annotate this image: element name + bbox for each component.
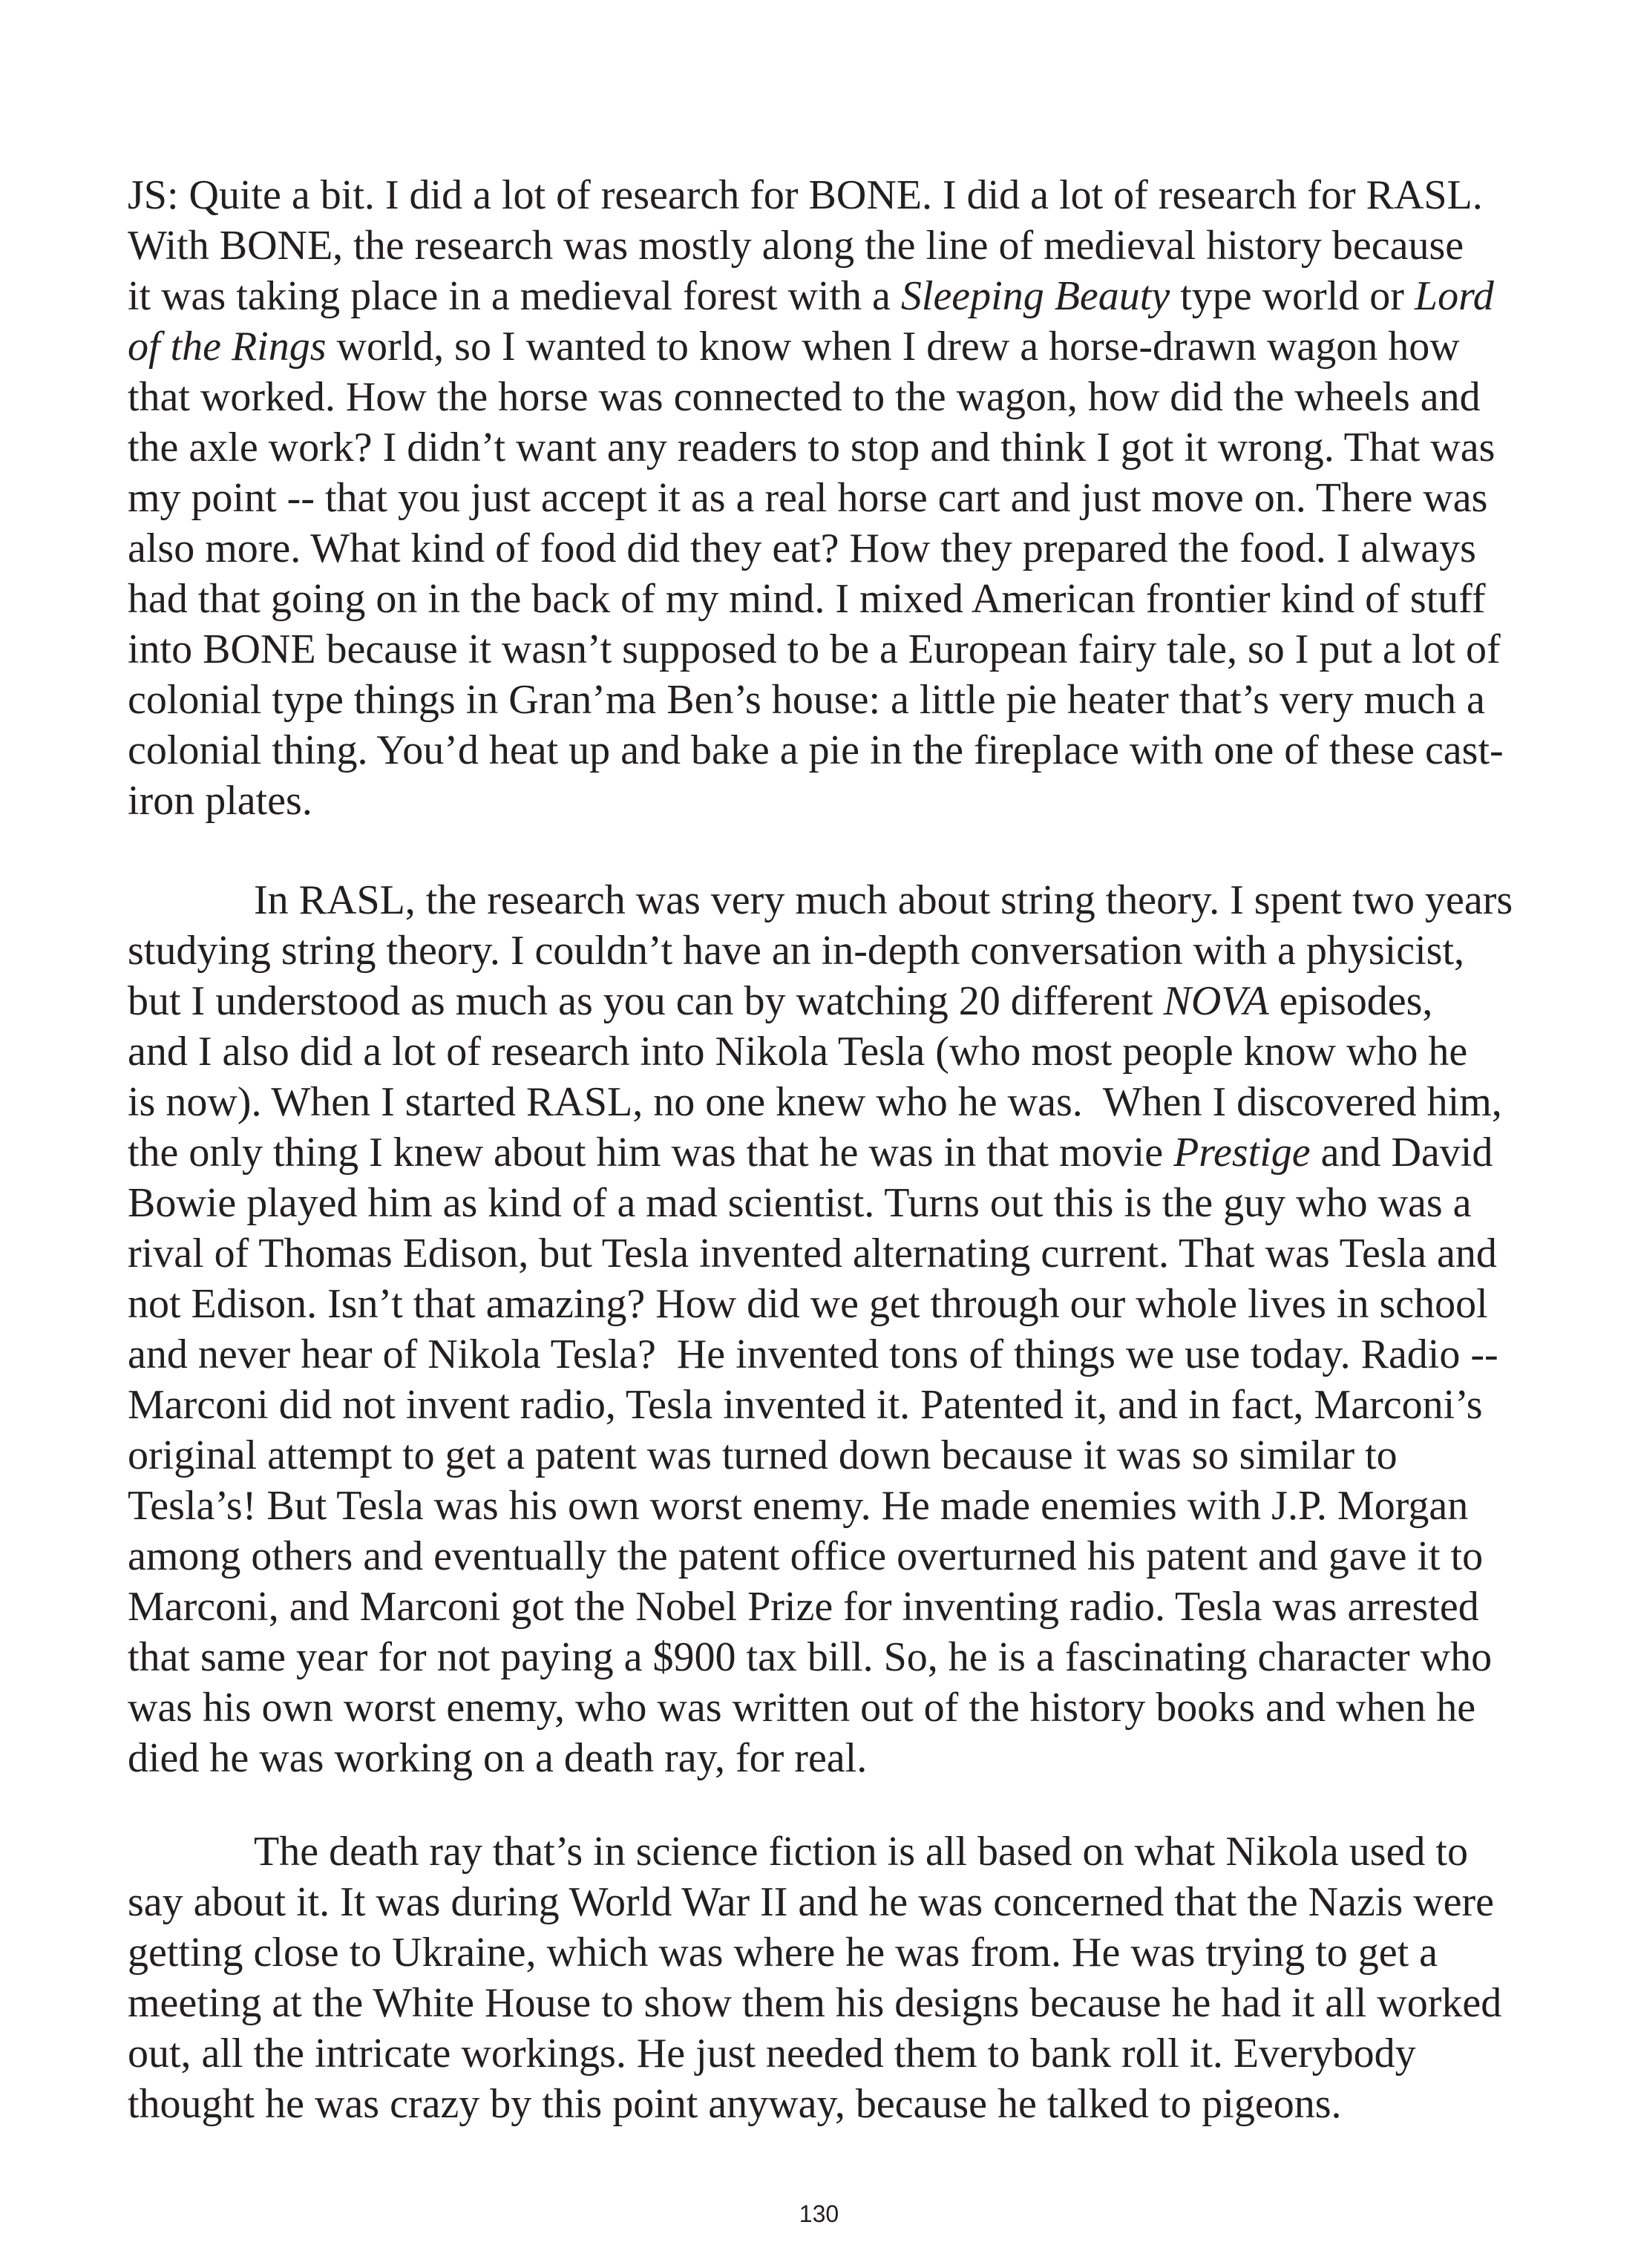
text-line bbox=[128, 1430, 1538, 1481]
text-line bbox=[128, 776, 1538, 826]
text-line bbox=[128, 1178, 1538, 1228]
italic-title: Lord bbox=[1414, 273, 1494, 319]
text-line bbox=[128, 523, 1538, 574]
text-run: it was taking place in a medieval forest with a bbox=[128, 273, 901, 319]
text-run: is now). When I started RASL, no one knew who he was. When I discovered him, bbox=[128, 1079, 1502, 1125]
text-line bbox=[128, 725, 1538, 776]
text-line bbox=[128, 1733, 1538, 1783]
paragraph-2 bbox=[128, 875, 1538, 1783]
text-line bbox=[128, 220, 1538, 271]
text-run: into BONE because it wasn’t supposed to be a European fairy tale, so I put a lot of bbox=[128, 626, 1501, 672]
italic-title: Prestige bbox=[1173, 1130, 1311, 1176]
text-run: colonial type things in Gran’ma Ben’s house: a little pie heater that’s very much a bbox=[128, 677, 1485, 723]
text-run: and David bbox=[1310, 1130, 1493, 1176]
text-run: rival of Thomas Edison, but Tesla invented alternating current. That was Tesla and bbox=[128, 1230, 1497, 1276]
text-run: original attempt to get a patent was turned down because it was so similar to bbox=[128, 1432, 1398, 1478]
text-run: out, all the intricate workings. He just needed them to bank roll it. Everybody bbox=[128, 2031, 1416, 2077]
text-line bbox=[128, 976, 1538, 1026]
text-line bbox=[128, 1531, 1538, 1582]
text-run: the axle work? I didn’t want any readers to stop and think I got it wrong. That was bbox=[128, 425, 1496, 471]
text-line bbox=[128, 1682, 1538, 1733]
italic-title: of the Rings bbox=[128, 324, 327, 370]
text-run: In RASL, the research was very much about string theory. I spent two years bbox=[254, 877, 1513, 923]
text-run: was his own worst enemy, who was written out of the history books and when he bbox=[128, 1685, 1476, 1731]
text-run: world, so I wanted to know when I drew a horse-drawn wagon how bbox=[326, 324, 1460, 370]
text-line bbox=[128, 1380, 1538, 1430]
text-run: not Edison. Isn’t that amazing? How did we get through our whole lives in school bbox=[128, 1281, 1488, 1327]
text-run: but I understood as much as you can by watching 20 different bbox=[128, 978, 1164, 1024]
text-run: the only thing I knew about him was that he was in that movie bbox=[128, 1130, 1174, 1176]
text-run: died he was working on a death ray, for real. bbox=[128, 1735, 868, 1781]
italic-title: NOVA bbox=[1163, 978, 1269, 1024]
text-run: getting close to Ukraine, which was where he was from. He was trying to get a bbox=[128, 1930, 1438, 1976]
text-line bbox=[128, 1026, 1538, 1077]
text-line bbox=[128, 1582, 1538, 1632]
text-run: my point -- that you just accept it as a real horse cart and just move on. There was bbox=[128, 475, 1488, 521]
text-line bbox=[128, 271, 1538, 321]
text-line bbox=[128, 1481, 1538, 1531]
text-run: Bowie played him as kind of a mad scientist. Turns out this is the guy who was a bbox=[128, 1180, 1472, 1226]
text-run: had that going on in the back of my mind. I mixed American frontier kind of stuff bbox=[128, 576, 1486, 622]
text-line bbox=[128, 675, 1538, 725]
text-line bbox=[128, 372, 1538, 422]
text-line bbox=[128, 574, 1538, 624]
text-run: also more. What kind of food did they eat? How they prepared the food. I always bbox=[128, 525, 1476, 571]
text-line bbox=[128, 1927, 1538, 1978]
text-line bbox=[128, 473, 1538, 523]
text-line bbox=[128, 925, 1538, 976]
text-line bbox=[128, 1077, 1538, 1127]
text-line bbox=[128, 1127, 1538, 1178]
text-run: meeting at the White House to show them his designs because he had it all worked bbox=[128, 1980, 1502, 2026]
text-line bbox=[128, 1826, 1538, 1877]
text-run: Tesla’s! But Tesla was his own worst enemy. He made enemies with J.P. Morgan bbox=[128, 1483, 1469, 1529]
text-line bbox=[128, 624, 1538, 675]
text-run: thought he was crazy by this point anyway, because he talked to pigeons. bbox=[128, 2081, 1342, 2127]
text-run: and I also did a lot of research into Nikola Tesla (who most people know who he bbox=[128, 1029, 1468, 1075]
text-run: JS: Quite a bit. I did a lot of research for BONE. I did a lot of research for RASL. bbox=[128, 172, 1483, 218]
text-run: that worked. How the horse was connected to the wagon, how did the wheels and bbox=[128, 374, 1481, 420]
text-run: Marconi did not invent radio, Tesla invented it. Patented it, and in fact, Marconi’s bbox=[128, 1382, 1483, 1428]
text-run: that same year for not paying a $900 tax bill. So, he is a fascinating character who bbox=[128, 1634, 1493, 1680]
text-line bbox=[128, 2079, 1538, 2129]
text-line bbox=[128, 1279, 1538, 1329]
text-run: episodes, bbox=[1268, 978, 1433, 1024]
paragraph-1 bbox=[128, 170, 1538, 826]
text-line bbox=[128, 1329, 1538, 1380]
text-run: Marconi, and Marconi got the Nobel Prize for inventing radio. Tesla was arrested bbox=[128, 1584, 1479, 1630]
text-run: type world or bbox=[1170, 273, 1415, 319]
text-run: and never hear of Nikola Tesla? He invented tons of things we use today. Radio -- bbox=[128, 1331, 1498, 1377]
text-line bbox=[128, 1877, 1538, 1927]
text-run: studying string theory. I couldn’t have an in-depth conversation with a physicist, bbox=[128, 928, 1464, 974]
text-line bbox=[128, 875, 1538, 925]
text-run: among others and eventually the patent office overturned his patent and gave it to bbox=[128, 1533, 1484, 1579]
text-run: With BONE, the research was mostly along the line of medieval history because bbox=[128, 223, 1464, 269]
text-line bbox=[128, 2028, 1538, 2079]
page-number: 130 bbox=[799, 2200, 839, 2227]
text-run: iron plates. bbox=[128, 778, 312, 824]
text-line bbox=[128, 422, 1538, 473]
italic-title: Sleeping Beauty bbox=[900, 273, 1170, 319]
text-line bbox=[128, 1978, 1538, 2028]
text-run: The death ray that’s in science fiction is all based on what Nikola used to bbox=[254, 1829, 1468, 1875]
text-line bbox=[128, 321, 1538, 372]
paragraph-3 bbox=[128, 1826, 1538, 2129]
text-line bbox=[128, 1228, 1538, 1279]
text-run: say about it. It was during World War II and he was concerned that the Nazis were bbox=[128, 1879, 1494, 1925]
text-line bbox=[128, 170, 1538, 220]
text-line bbox=[128, 1632, 1538, 1682]
text-run: colonial thing. You’d heat up and bake a pie in the fireplace with one of these cast- bbox=[128, 727, 1504, 773]
